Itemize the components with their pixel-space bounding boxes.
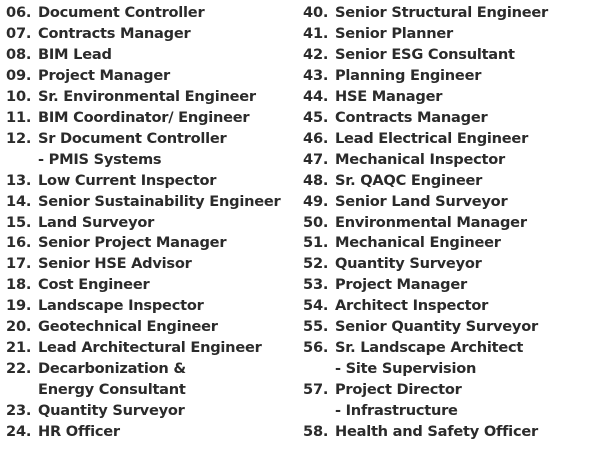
list-item: [6, 45, 303, 69]
list-item-label: Environmental Manager: [334, 213, 527, 231]
list-item-continuation: [303, 362, 596, 383]
list-item-label: Senior ESG Consultant: [334, 45, 515, 63]
list-item-label: Contracts Manager: [38, 24, 191, 42]
list-item-number: 51.: [302, 234, 329, 252]
list-item-number: 21.: [6, 339, 32, 357]
list-item-label: HR Officer: [38, 423, 120, 441]
list-item-label: BIM Coordinator/ Engineer: [38, 108, 250, 126]
list-item-number: 50.: [302, 213, 329, 231]
list-item-number: 53.: [302, 276, 329, 294]
list-item: [302, 45, 596, 69]
list-item: [303, 320, 596, 341]
list-item-label: Sr. QAQC Engineer: [334, 171, 483, 189]
list-item: [6, 192, 303, 216]
list-item-label: Architect Inspector: [334, 297, 489, 315]
list-item-number: 24.: [6, 423, 32, 441]
list-item-number: 55.: [302, 318, 329, 336]
list-item-number: 45.: [302, 108, 329, 126]
list-item-continuation: [6, 150, 303, 174]
list-item-label: Geotechnical Engineer: [38, 318, 218, 336]
list-item: [6, 108, 303, 132]
list-item-number: 10.: [6, 87, 32, 105]
list-item-label: Project Director: [334, 381, 462, 399]
list-item-number: 48.: [302, 171, 329, 189]
list-item: [6, 278, 303, 299]
list-item-number: 52.: [302, 255, 329, 273]
list-item: [303, 425, 596, 446]
list-item-label: Quantity Surveyor: [38, 402, 185, 420]
list-item-number: 41.: [302, 24, 329, 42]
list-item: [302, 150, 596, 174]
list-item-label: Mechanical Inspector: [334, 150, 505, 168]
list-item: [6, 341, 303, 362]
list-item-number: 46.: [302, 129, 329, 147]
list-item-label: Senior HSE Advisor: [38, 255, 192, 273]
list-item: [302, 213, 596, 237]
list-item: [302, 108, 596, 132]
list-item-label: Sr. Landscape Architect: [334, 339, 524, 357]
list-item: [6, 425, 303, 446]
list-item-number: 16.: [6, 234, 32, 252]
right-column: [303, 6, 596, 446]
list-item: [302, 87, 596, 111]
list-item-label: Mechanical Engineer: [334, 234, 501, 252]
list-item: [302, 66, 596, 90]
list-item-label: Senior Structural Engineer: [334, 4, 548, 21]
list-item-label: Project Manager: [38, 66, 170, 84]
list-item-label: Senior Sustainability Engineer: [38, 192, 281, 210]
list-item-number: 12.: [6, 129, 32, 147]
list-item-continuation: [303, 404, 596, 425]
list-item-label-continued: Energy Consultant: [38, 381, 186, 399]
list-item: [6, 129, 303, 153]
list-item-label: Senior Project Manager: [38, 234, 227, 252]
list-item-label-continued: - Infrastructure: [334, 402, 458, 420]
list-item: [303, 278, 596, 299]
list-item-label: Planning Engineer: [334, 66, 482, 84]
list-item-number: 14.: [6, 192, 32, 210]
list-item-label: Decarbonization &: [38, 360, 186, 378]
list-item-label: Quantity Surveyor: [334, 255, 482, 273]
list-item-number: 40.: [302, 4, 329, 21]
list-item: [302, 171, 596, 195]
list-item-number: 47.: [302, 150, 329, 168]
list-item: [6, 404, 303, 425]
list-item: [303, 341, 596, 362]
list-item-label: Landscape Inspector: [38, 297, 204, 315]
list-item-label: Sr. Environmental Engineer: [38, 87, 256, 105]
list-item: [6, 213, 303, 237]
list-item: [6, 362, 303, 383]
list-item: [302, 24, 596, 48]
list-item-number: 54.: [302, 297, 329, 315]
left-column: [6, 6, 303, 446]
list-item-label: HSE Manager: [334, 87, 443, 105]
list-item-continuation: [6, 383, 303, 404]
list-item: [6, 299, 303, 320]
list-item-label: Low Current Inspector: [38, 171, 217, 189]
list-item-label: BIM Lead: [38, 45, 112, 63]
list-item: [303, 299, 596, 320]
list-item: [6, 66, 303, 90]
list-item: [302, 192, 596, 216]
list-item-number: 58.: [302, 423, 329, 441]
list-item: [303, 6, 596, 27]
list-item: [302, 129, 596, 153]
list-item-number: 11.: [6, 108, 32, 126]
list-item-number: 08.: [6, 45, 32, 63]
list-item: [6, 24, 303, 48]
list-item-number: 23.: [6, 402, 32, 420]
list-item: [6, 87, 303, 111]
list-item-number: 09.: [6, 66, 32, 84]
list-item-label-continued: - Site Supervision: [334, 360, 477, 378]
list-item-label: Document Controller: [38, 4, 205, 21]
list-item-number: 20.: [6, 318, 32, 336]
list-item: [303, 257, 596, 278]
list-item: [6, 257, 303, 278]
list-item-label: Land Surveyor: [38, 213, 155, 231]
list-item-number: 57.: [302, 381, 329, 399]
list-item: [6, 171, 303, 195]
list-item-number: 19.: [6, 297, 32, 315]
list-item-label: Sr Document Controller: [38, 129, 227, 147]
list-item-number: 15.: [6, 213, 32, 231]
list-item: [6, 320, 303, 341]
list-item-label-continued: - PMIS Systems: [38, 150, 162, 168]
list-item-label: Senior Planner: [334, 24, 454, 42]
list-item: [303, 383, 596, 404]
list-item-label: Health and Safety Officer: [334, 423, 538, 441]
list-item-number: 56.: [302, 339, 329, 357]
list-item: [303, 236, 596, 257]
list-item-label: Senior Quantity Surveyor: [334, 318, 538, 336]
list-item-number: 43.: [302, 66, 329, 84]
list-item-number: 06.: [6, 4, 32, 21]
list-item-number: 42.: [302, 45, 329, 63]
list-item-number: 07.: [6, 24, 32, 42]
list-item-number: 13.: [6, 171, 32, 189]
list-item: [6, 6, 303, 27]
list-item-label: Project Manager: [334, 276, 467, 294]
list-item-number: 22.: [6, 360, 32, 378]
list-item: [6, 236, 303, 257]
list-item-number: 49.: [302, 192, 329, 210]
list-item-label: Cost Engineer: [38, 276, 150, 294]
list-item-label: Lead Electrical Engineer: [334, 129, 529, 147]
list-item-number: 17.: [6, 255, 32, 273]
list-item-number: 18.: [6, 276, 32, 294]
list-item-label: Lead Architectural Engineer: [38, 339, 262, 357]
list-item-number: 44.: [302, 87, 329, 105]
list-item-label: Senior Land Surveyor: [334, 192, 508, 210]
list-item-label: Contracts Manager: [334, 108, 488, 126]
